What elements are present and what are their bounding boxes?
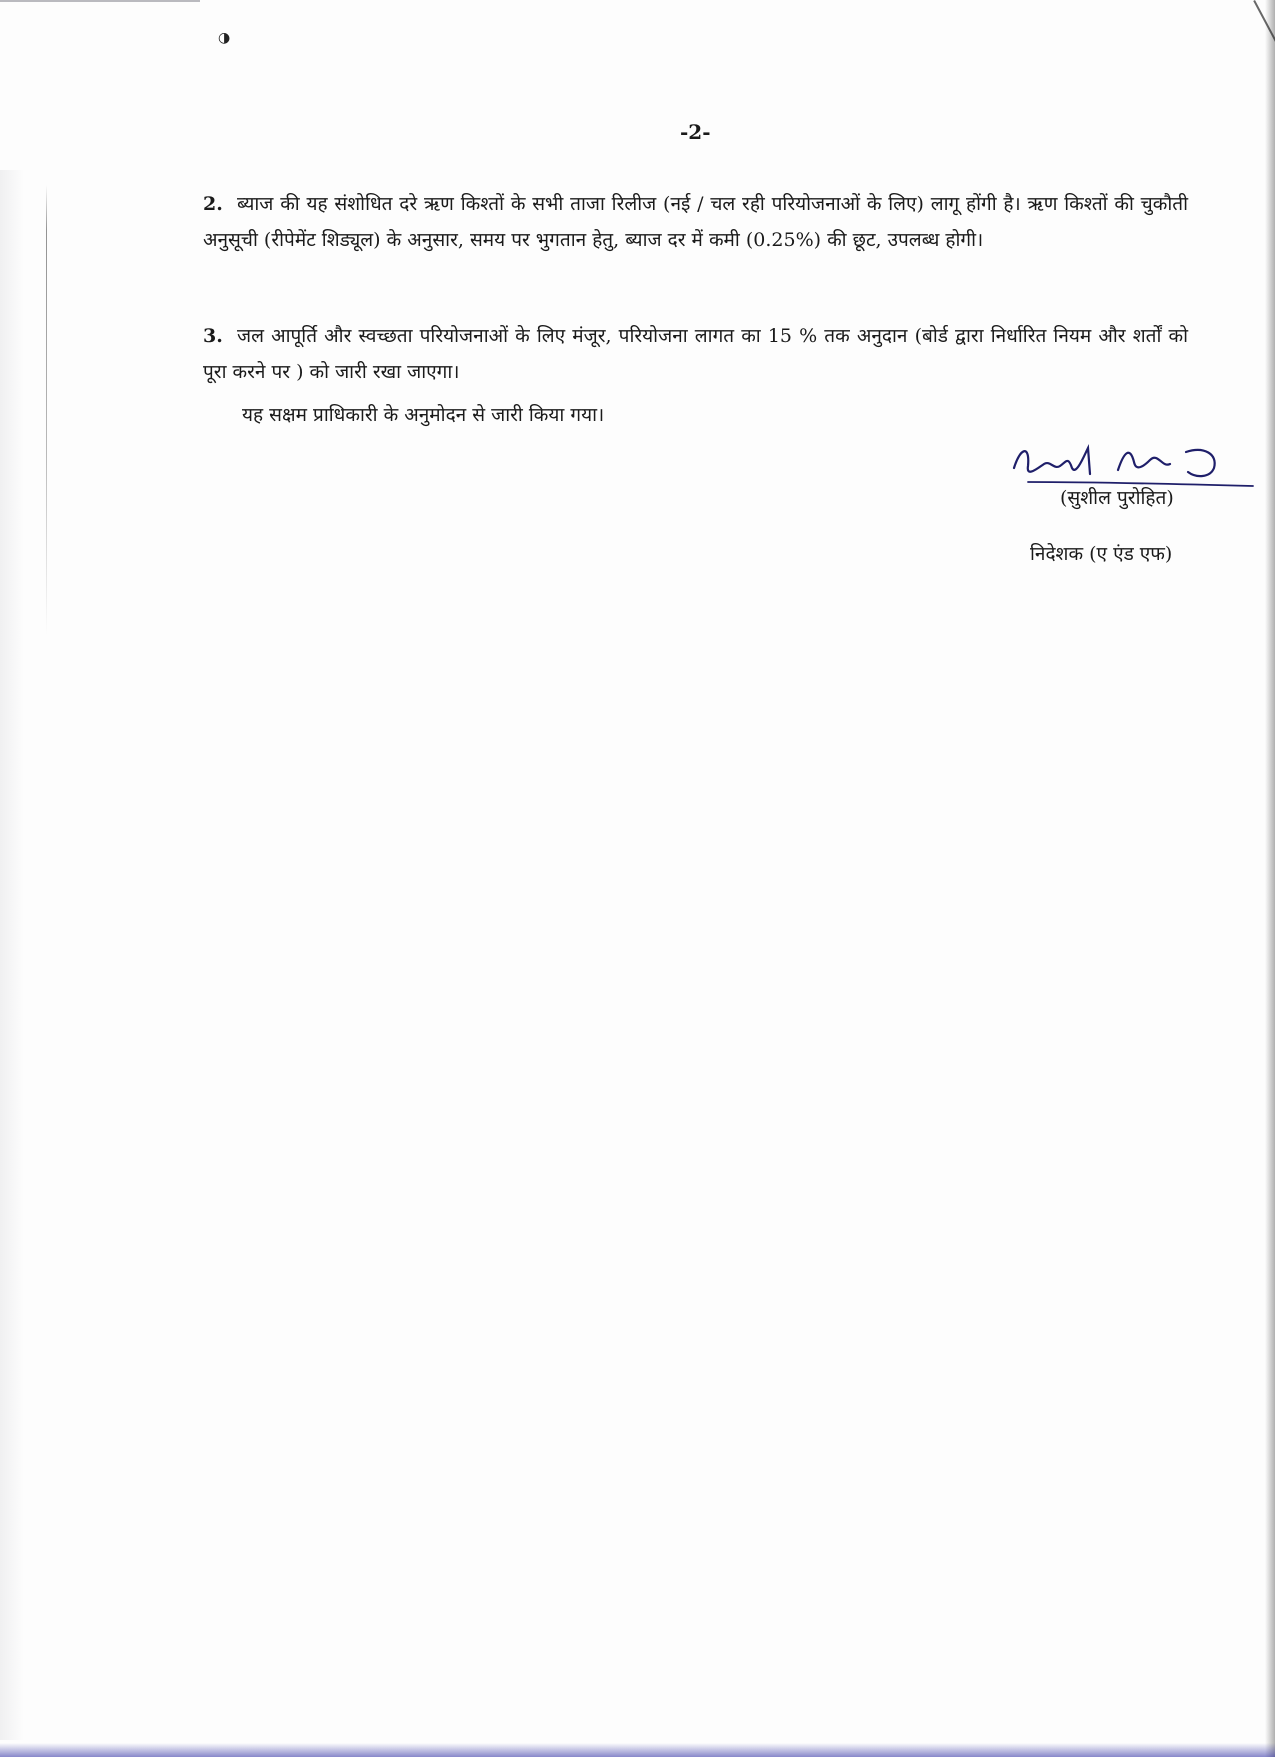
scan-right-edge — [1265, 0, 1275, 1757]
paragraph-text: ब्याज की यह संशोधित दरे ऋण किश्तों के सभी ताजा रिलीज (नई / चल रही परियोजनाओं के लिए) लागू होंगी है। ऋण किश्तों की चुकौती अनुसूची (रीपेमेंट शिड्यूल) के अनुसार, समय पर भुगतान हेतु, ब्याज दर में कमी (0.25%) की छूट, उपलब्ध होगी। — [203, 193, 1188, 251]
scan-shadow — [0, 170, 24, 1740]
page-number: -2- — [680, 120, 711, 144]
signatory-name: (सुशील पुरोहित) — [1060, 487, 1174, 509]
paragraph-number: 2. — [203, 193, 223, 215]
signatory-designation: निदेशक (ए एंड एफ) — [1030, 543, 1173, 565]
paragraph-3 — [203, 318, 1188, 390]
scan-top-mark — [0, 0, 200, 2]
paragraph-text: जल आपूर्ति और स्वच्छता परियोजनाओं के लिए मंजूर, परियोजना लागत का 15 % तक अनुदान (बोर्ड द्वारा निर्धारित नियम और शर्तों को पूरा करने पर ) को जारी रखा जाएगा। — [203, 325, 1188, 383]
paragraph-number: 3. — [203, 325, 223, 347]
scan-bottom-edge — [0, 1743, 1275, 1757]
approval-note: यह सक्षम प्राधिकारी के अनुमोदन से जारी किया गया। — [242, 404, 605, 426]
paragraph-2 — [203, 186, 1188, 258]
scan-edge-line — [46, 185, 47, 635]
punch-hole-mark: ◑ — [218, 30, 231, 46]
